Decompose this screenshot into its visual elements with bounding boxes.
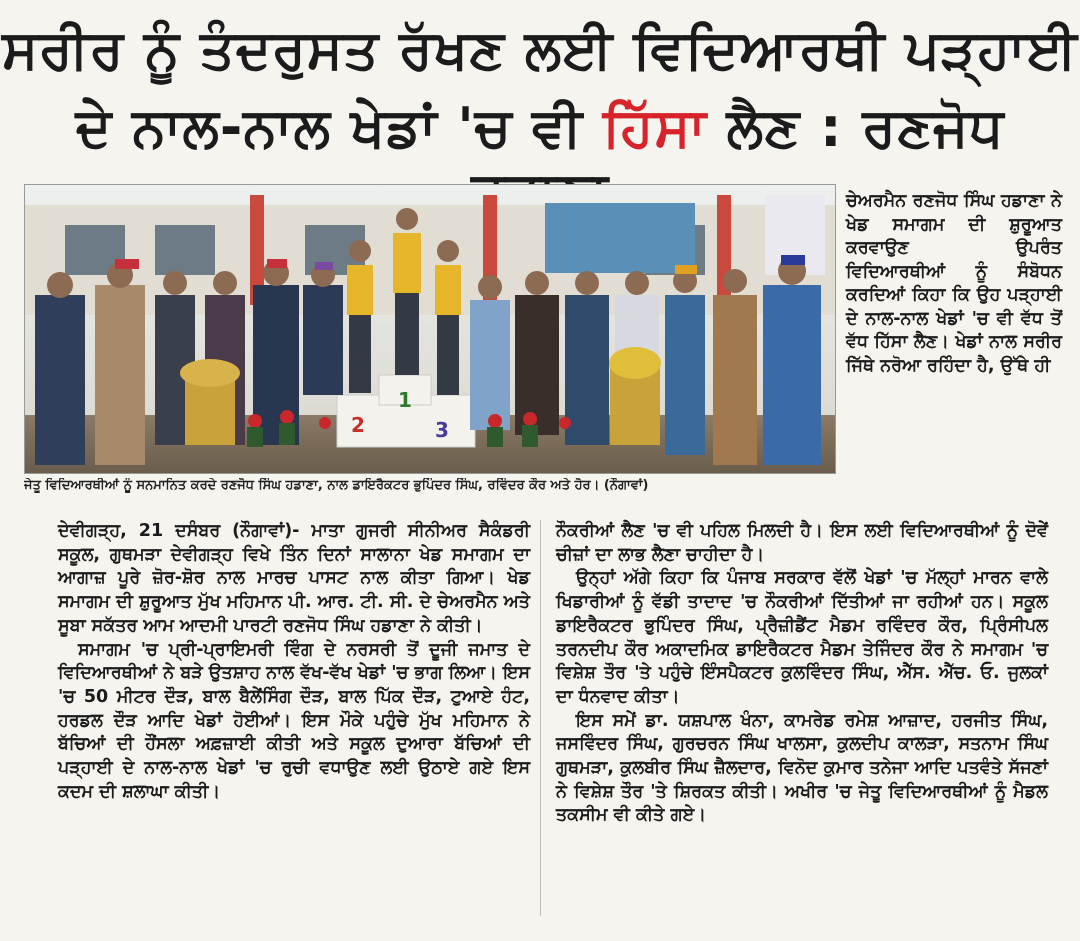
headline-pre: ਦੇ ਨਾਲ-ਨਾਲ ਖੇਡਾਂ 'ਚ ਵੀ xyxy=(75,96,603,159)
side-column-text: ਚੇਅਰਮੈਨ ਰਣਜੋਧ ਸਿੰਘ ਹਡਾਣਾ ਨੇ ਖੇਡ ਸਮਾਗਮ ਦੀ ਸ਼ੁਰੂਆਤ ਕਰਵਾਉਣ ਉਪਰੰਤ ਵਿਦਿਆਰਥੀਆਂ ਨੂੰ ਸੰਬੋਧਨ ਕਰਦਿਆਂ ਕਿਹਾ ਕਿ ਉਹ ਪੜ੍ਹਾਈ ਦੇ ਨਾਲ-ਨਾਲ ਖੇਡਾਂ 'ਚ ਵੀ ਵੱਧ ਤੋਂ ਵੱਧ ਹਿੱਸਾ ਲੈਣ। ਖੇਡਾਂ ਨਾਲ ਸਰੀਰ ਜਿੱਥੇ ਨਰੋਆ ਰਹਿੰਦਾ ਹੈ, ਉੱਥੇ ਹੀ xyxy=(846,191,1062,376)
article-column-left xyxy=(58,520,530,804)
event-photo xyxy=(24,184,836,474)
photo-illustration xyxy=(25,185,835,473)
paragraph: ਸਮਾਗਮ 'ਚ ਪ੍ਰੀ-ਪ੍ਰਾਇਮਰੀ ਵਿੰਗ ਦੇ ਨਰਸਰੀ ਤੋਂ ਦੂਜੀ ਜਮਾਤ ਦੇ ਵਿਦਿਆਰਥੀਆਂ ਨੇ ਬੜੇ ਉਤਸ਼ਾਹ ਨਾਲ ਵੱਖ-ਵੱਖ ਖੇਡਾਂ 'ਚ ਭਾਗ ਲਿਆ। ਇਸ 'ਚ 50 ਮੀਟਰ ਦੌੜ, ਬਾਲ ਬੈਲੇਂਸਿੰਗ ਦੌੜ, ਬਾਲ ਪਿੱਕ ਦੌੜ, ਟੁਆਏ ਹੰਟ, ਹਰਡਲ ਦੌੜ ਆਦਿ ਖੇਡਾਂ ਹੋਈਆਂ। ਇਸ ਮੌਕੇ ਪਹੁੰਚੇ ਮੁੱਖ ਮਹਿਮਾਨ ਨੇ ਬੱਚਿਆਂ ਦੀ ਹੌਂਸਲਾ ਅਫ਼ਜ਼ਾਈ ਕੀਤੀ ਅਤੇ ਸਕੂਲ ਦੁਆਰਾ ਬੱਚਿਆਂ ਦੀ ਪੜ੍ਹਾਈ ਦੇ ਨਾਲ-ਨਾਲ ਖੇਡਾਂ 'ਚ ਰੁਚੀ ਵਧਾਉਣ ਲਈ ਉਠਾਏ ਗਏ ਇਸ ਕਦਮ ਦੀ ਸ਼ਲਾਘਾ ਕੀਤੀ। xyxy=(58,639,530,802)
photo-caption xyxy=(24,478,838,493)
caption-text: ਜੇਤੂ ਵਿਦਿਆਰਥੀਆਂ ਨੂੰ ਸਨਮਾਨਿਤ ਕਰਦੇ ਰਣਜੋਧ ਸਿੰਘ ਹਡਾਣਾ, ਨਾਲ ਡਾਇਰੈਕਟਰ ਭੁਪਿੰਦਰ ਸਿੰਘ, ਰਵਿੰਦਰ ਕੌਰ ਅਤੇ ਹੋਰ। xyxy=(24,478,600,493)
headline-line-1: ਸਰੀਰ ਨੂੰ ਤੰਦਰੁਸਤ ਰੱਖਣ ਲਈ ਵਿਦਿਆਰਥੀ ਪੜ੍ਹਾਈ xyxy=(2,18,1078,81)
paragraph: ਦੇਵੀਗੜ੍ਹ, 21 ਦਸੰਬਰ (ਨੌਗਾਵਾਂ)- ਮਾਤਾ ਗੁਜਰੀ ਸੀਨੀਅਰ ਸੈਕੰਡਰੀ ਸਕੂਲ, ਗੁਥਮੜਾ ਦੇਵੀਗੜ੍ਹ ਵਿਖੇ ਤਿੰਨ ਦਿਨਾਂ ਸਾਲਾਨਾ ਖੇਡ ਸਮਾਗਮ ਦਾ ਆਗਾਜ਼ ਪੂਰੇ ਜ਼ੋਰ-ਸ਼ੋਰ ਨਾਲ ਮਾਰਚ ਪਾਸਟ ਨਾਲ ਕੀਤਾ ਗਿਆ। ਖੇਡ ਸਮਾਗਮ ਦੀ ਸ਼ੁਰੂਆਤ ਮੁੱਖ ਮਹਿਮਾਨ ਪੀ. ਆਰ. ਟੀ. ਸੀ. ਦੇ ਚੇਅਰਮੈਨ ਅਤੇ ਸੂਬਾ ਸਕੱਤਰ ਆਮ ਆਦਮੀ ਪਾਰਟੀ ਰਣਜੋਧ ਸਿੰਘ ਹਡਾਣਾ ਨੇ ਕੀਤੀ। xyxy=(58,521,530,636)
article-column-right xyxy=(556,520,1048,828)
podium-second: 2 xyxy=(351,413,365,437)
column-divider xyxy=(540,520,541,916)
caption-credit: (ਨੌਗਾਵਾਂ) xyxy=(603,478,649,493)
podium-first: 1 xyxy=(398,388,412,412)
paragraph: ਨੌਕਰੀਆਂ ਲੈਣ 'ਚ ਵੀ ਪਹਿਲ ਮਿਲਦੀ ਹੈ। ਇਸ ਲਈ ਵਿਦਿਆਰਥੀਆਂ ਨੂੰ ਦੋਵੇਂ ਚੀਜ਼ਾਂ ਦਾ ਲਾਭ ਲੈਣਾ ਚਾਹੀਦਾ ਹੈ। xyxy=(556,521,1048,565)
paragraph: ਉਨ੍ਹਾਂ ਅੱਗੇ ਕਿਹਾ ਕਿ ਪੰਜਾਬ ਸਰਕਾਰ ਵੱਲੋਂ ਖੇਡਾਂ 'ਚ ਮੱਲ੍ਹਾਂ ਮਾਰਨ ਵਾਲੇ ਖਿਡਾਰੀਆਂ ਨੂੰ ਵੱਡੀ ਤਾਦਾਦ 'ਚ ਨੌਕਰੀਆਂ ਦਿੱਤੀਆਂ ਜਾ ਰਹੀਆਂ ਹਨ। ਸਕੂਲ ਡਾਇਰੈਕਟਰ ਭੁਪਿੰਦਰ ਸਿੰਘ, ਪ੍ਰੈਜ਼ੀਡੈਂਟ ਮੈਡਮ ਰਵਿੰਦਰ ਕੌਰ, ਪ੍ਰਿੰਸੀਪਲ ਤਰਨਦੀਪ ਕੌਰ ਅਕਾਦਮਿਕ ਡਾਇਰੈਕਟਰ ਮੈਡਮ ਤੇਜਿੰਦਰ ਕੌਰ ਨੇ ਸਮਾਗਮ 'ਚ ਵਿਸ਼ੇਸ਼ ਤੌਰ 'ਤੇ ਪਹੁੰਚੇ ਇੰਸਪੈਕਟਰ ਕੁਲਵਿੰਦਰ ਸਿੰਘ, ਐੱਸ. ਐੱਚ. ਓ. ਜੁਲਕਾਂ ਦਾ ਧੰਨਵਾਦ ਕੀਤਾ। xyxy=(556,568,1048,707)
paragraph: ਇਸ ਸਮੇਂ ਡਾ. ਯਸ਼ਪਾਲ ਖੰਨਾ, ਕਾਮਰੇਡ ਰਮੇਸ਼ ਆਜ਼ਾਦ, ਹਰਜੀਤ ਸਿੰਘ, ਜਸਵਿੰਦਰ ਸਿੰਘ, ਗੁਰਚਰਨ ਸਿੰਘ ਖਾਲਸਾ, ਕੁਲਦੀਪ ਕਾਲੜਾ, ਸਤਨਾਮ ਸਿੰਘ ਗੁਥਮੜਾ, ਕੁਲਬੀਰ ਸਿੰਘ ਜ਼ੈਲਦਾਰ, ਵਿਨੋਦ ਕੁਮਾਰ ਤਨੇਜਾ ਆਦਿ ਪਤਵੰਤੇ ਸੱਜਣਾਂ ਨੇ ਵਿਸ਼ੇਸ਼ ਤੌਰ 'ਤੇ ਸ਼ਿਰਕਤ ਕੀਤੀ। ਅਖੀਰ 'ਚ ਜੇਤੂ ਵਿਦਿਆਰਥੀਆਂ ਨੂੰ ਮੈਡਲ ਤਕਸੀਮ ਵੀ ਕੀਤੇ ਗਏ। xyxy=(556,710,1048,826)
headline-post: ਲੈਣ : ਰਣਜੋਧ xyxy=(726,96,1005,159)
podium-third: 3 xyxy=(435,418,449,442)
headline-highlight: ਹਿੱਸਾ xyxy=(602,96,707,159)
